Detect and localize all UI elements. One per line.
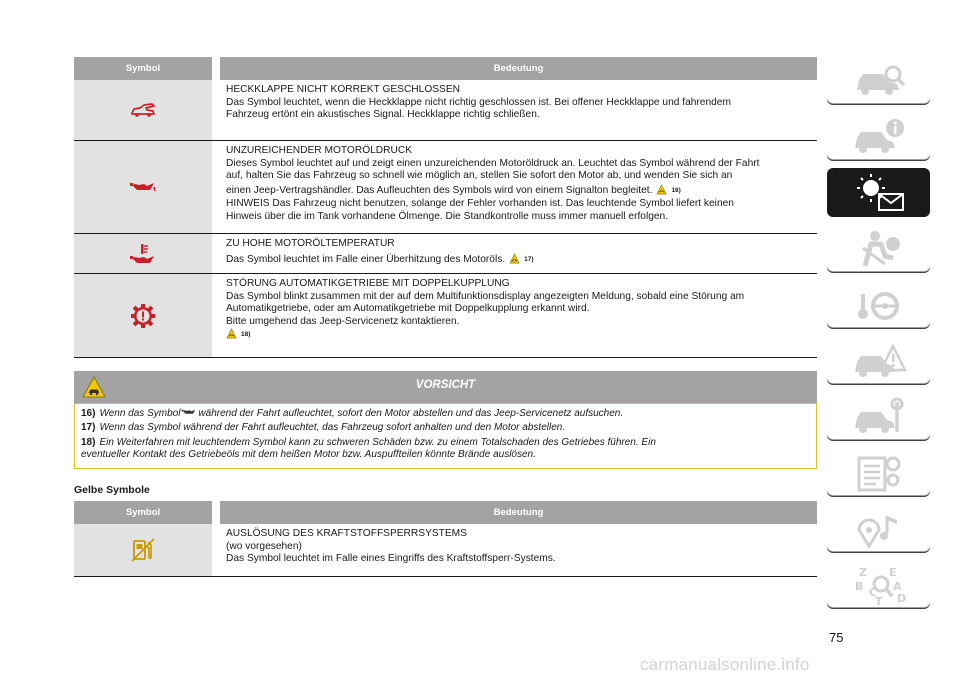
tab-index[interactable] — [827, 560, 930, 609]
caution-text: während der Fahrt aufleuchtet, sofort den Motor abstellen und das Jeep-Servicenetz aufsuchen. — [198, 408, 624, 419]
fuel-cutoff-icon — [130, 537, 156, 563]
trunk-open-icon — [130, 102, 156, 118]
watermark: carmanualsonline.info — [640, 655, 810, 674]
column-header-symbol: Symbol — [125, 63, 161, 74]
multimedia-icon — [849, 508, 909, 550]
airbag-safety-icon — [849, 228, 909, 270]
caution-number: 18) — [81, 436, 96, 448]
index-letter: A — [892, 579, 902, 593]
row-text: Bitte umgehend das Jeep-Servicenetz kontaktieren. — [226, 315, 460, 327]
tab-emergency[interactable] — [827, 336, 930, 385]
car-service-icon — [849, 396, 909, 438]
index-letter: E — [888, 565, 897, 579]
tab-multimedia[interactable] — [827, 504, 930, 553]
reference-number: 17) — [524, 255, 534, 263]
column-header-symbol: Symbol — [125, 507, 161, 518]
caution-item — [81, 422, 810, 434]
warning-triangle-icon — [656, 184, 667, 195]
caution-text: Wenn das Symbol — [99, 408, 181, 419]
index-letter: Z — [858, 565, 867, 579]
oil-pressure-icon — [181, 408, 197, 416]
red-warning-lights-table — [74, 57, 817, 358]
tab-technical-data[interactable] — [827, 448, 930, 497]
car-search-icon — [849, 60, 909, 102]
yellow-warning-lights-table — [74, 501, 817, 577]
table-row — [74, 141, 817, 234]
tab-warning-lights[interactable] — [827, 168, 930, 217]
oil-pressure-icon — [129, 180, 157, 194]
row-note: HINWEIS Das Fahrzeug nicht benutzen, solange der Fehler vorhanden ist. Das leuchtende Symbol liefert keinen — [226, 198, 734, 210]
section-heading-yellow-symbols: Gelbe Symbole — [74, 484, 150, 496]
row-note: Hinweis über die im Tank vorhandene Ölmenge. Die Standkontrolle muss immer manuell erfolgen. — [226, 210, 669, 222]
gearbox-fault-icon — [130, 303, 156, 329]
row-text: Das Symbol leuchtet, wenn die Heckklappe nicht richtig geschlossen ist. Bei offener Heckklappe und fahrendem — [226, 96, 731, 108]
caution-item — [81, 408, 810, 420]
row-text: auf, halten Sie das Fahrzeug so schnell wie möglich an, stellen Sie sofort den Motor ab, und wenden Sie sich an — [226, 170, 733, 182]
row-text: Das Symbol blinkt zusammen mit der auf dem Multifunktionsdisplay angezeigten Meldung, sobald eine Störung am — [226, 290, 745, 302]
caution-number: 17) — [81, 422, 96, 434]
chapter-tabs — [827, 56, 930, 616]
tab-maintenance[interactable] — [827, 392, 930, 441]
reference-number: 16) — [671, 186, 681, 194]
tab-instrument-info[interactable] — [827, 112, 930, 161]
warning-triangle-icon — [509, 253, 520, 264]
warning-triangle-icon — [226, 328, 237, 339]
oil-temperature-icon — [129, 243, 157, 265]
caution-item — [81, 437, 810, 462]
caution-number: 16) — [81, 408, 96, 419]
caution-text: Ein Weiterfahren mit leuchtendem Symbol kann zu schweren Schäden bzw. zu einem Totalschaden des Getriebes führen. Ein — [99, 436, 656, 448]
table-row — [74, 80, 817, 141]
key-steering-wheel-icon — [849, 284, 909, 326]
row-text: Fahrzeug ertönt ein akustisches Signal. Heckklappe richtig schließen. — [226, 109, 540, 121]
row-text: Dieses Symbol leuchtet auf und zeigt einen unzureichenden Motoröldruck an. Leuchtet das Symbol während der Fahrt — [226, 157, 760, 169]
column-header-meaning: Bedeutung — [493, 63, 544, 74]
caution-header — [74, 371, 817, 403]
tab-safety[interactable] — [827, 224, 930, 273]
caution-text: eventueller Kontakt des Getriebeöls mit dem heißen Motor bzw. Auspuffteilen könnte Brände auslösen. — [81, 449, 536, 461]
row-title: UNZUREICHENDER MOTORÖLDRUCK — [226, 145, 413, 156]
table-header — [74, 57, 817, 80]
table-row — [74, 524, 817, 577]
caution-body — [74, 403, 817, 469]
row-title: STÖRUNG AUTOMATIKGETRIEBE MIT DOPPELKUPPLUNG — [226, 278, 510, 289]
tab-starting-driving[interactable] — [827, 280, 930, 329]
caution-title: VORSICHT — [415, 379, 476, 391]
row-title: ZU HOHE MOTORÖLTEMPERATUR — [226, 238, 395, 249]
caution-box — [74, 371, 817, 469]
table-header — [74, 501, 817, 524]
row-text: einen Jeep-Vertragshändler. Das Aufleuchten des Symbols wird von einem Signalton begleitet. — [226, 184, 653, 196]
row-title: AUSLÖSUNG DES KRAFTSTOFFSPERRSYSTEMS — [226, 528, 467, 539]
alphabetical-index-icon — [849, 564, 909, 606]
technical-data-icon — [849, 452, 909, 494]
warning-light-message-icon — [849, 172, 909, 214]
row-text: Das Symbol leuchtet im Falle eines Eingriffs des Kraftstoffsperr-Systems. — [226, 553, 556, 565]
car-info-icon — [849, 116, 909, 158]
table-row — [74, 274, 817, 358]
row-text: Das Symbol leuchtet im Falle einer Überhitzung des Motoröls. — [226, 253, 506, 265]
page-number: 75 — [829, 630, 844, 645]
row-title: HECKKLAPPE NICHT KORREKT GESCHLOSSEN — [226, 84, 460, 95]
index-letter: C — [868, 585, 877, 599]
reference-number: 18) — [241, 331, 251, 339]
tab-getting-to-know[interactable] — [827, 56, 930, 105]
row-text: (wo vorgesehen) — [226, 540, 302, 552]
caution-text: Wenn das Symbol während der Fahrt aufleuchtet, das Fahrzeug sofort anhalten und den Motor abstellen. — [99, 422, 566, 434]
index-letter: D — [896, 591, 906, 605]
row-text: Automatikgetriebe, oder am Automatikgetriebe mit Doppelkupplung erkannt wird. — [226, 303, 590, 315]
index-letter: T — [874, 594, 883, 606]
column-header-meaning: Bedeutung — [493, 507, 544, 518]
index-letter: B — [854, 579, 863, 593]
table-row — [74, 234, 817, 274]
car-emergency-icon — [849, 340, 909, 382]
